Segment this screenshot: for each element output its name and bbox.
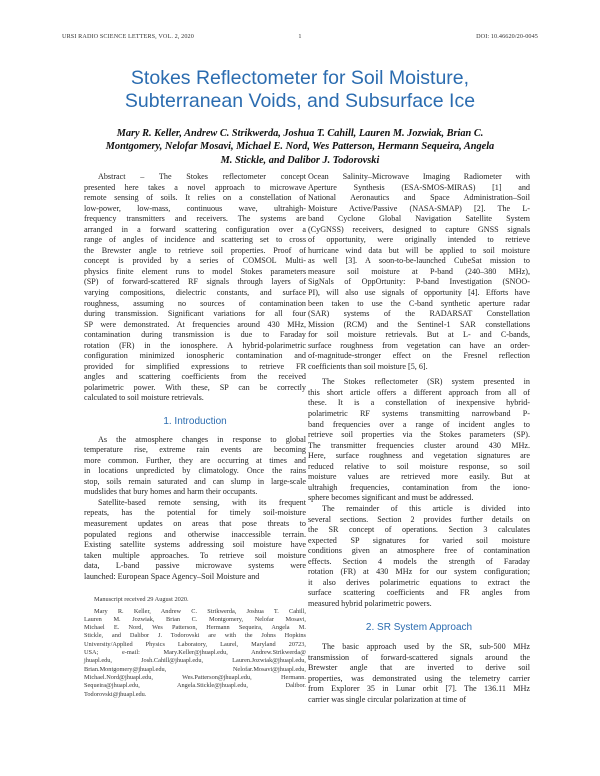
abstract-line: rotation (FR) in the ionosphere. A hybrid-polarimetric — [84, 340, 306, 350]
received-date: Manuscript received 29 August 2020. — [94, 596, 189, 604]
text-line: measurement updates on areas that pose threats to — [84, 518, 306, 528]
doi: DOI: 10.46620/20-0045 — [476, 33, 538, 40]
footnote-line: USA; e-mail: Mary.Keller@jhuapl.edu, Andrew.Strikwerda@ — [84, 649, 306, 657]
abstract-line: frequency transmitters and receivers. The systems are — [84, 214, 306, 224]
text-line: retrieve soil properties via the Stokes parameters (SP). — [308, 430, 530, 440]
text-line: repeats, has the potential for timely soil-moisture — [84, 508, 306, 518]
text-line: Mission (RCM) and the Sentinel-1 SAR constellations — [308, 319, 530, 329]
text-line: Moisture Active/Passive (NASA-SMAP) [2]. The L- — [308, 203, 530, 213]
abstract-line: Abstract – The Stokes reflectometer concept — [98, 172, 306, 181]
text-line: hurricane wind data but will be applied to soil moisture — [308, 245, 530, 255]
text-line: of opportunity, were originally intended to retrieve — [308, 235, 530, 245]
text-line: The remainder of this article is divided into — [322, 503, 530, 513]
author-footnote — [84, 596, 306, 699]
abstract-line: concept is provided by a series of COMSOL Multi- — [84, 256, 306, 266]
text-line: band Cyclone Global Navigation Satellite System — [308, 214, 530, 224]
abstract-line: arranged in a forward scattering configuration over a — [84, 224, 306, 234]
text-line: it also derives polarimetric equations to extract the — [308, 577, 530, 587]
text-line: As the atmosphere changes in response to global — [98, 434, 306, 444]
footnote-line: University/Applied Physics Laboratory, Laurel, Maryland 20723, — [84, 640, 306, 648]
text-line: measured hybrid polarimetric powers. — [308, 598, 432, 608]
abstract — [84, 172, 306, 404]
title-line: Stokes Reflectometer for Soil Moisture, — [130, 67, 470, 89]
text-line: been taken to use the C-band synthetic aperture radar — [308, 298, 530, 308]
journal-info: URSI RADIO SCIENCE LETTERS, VOL. 2, 2020 — [62, 33, 194, 40]
left-column — [84, 172, 306, 699]
right-column — [308, 172, 530, 705]
footnote-line: Michael E. Nord, Wes Patterson, Hermann Sequeira, Angela M. — [84, 624, 306, 632]
author-line: Mary R. Keller, Andrew C. Strikwerda, Joshua T. Cahill, Lauren M. Jozwiak, Brian C. — [116, 128, 484, 139]
footnote-line: Lauren M. Jozwiak, Brian C. Montgomery, Nelofar Mosavi, — [84, 615, 306, 623]
text-line: surface roughness from vegetation can have an order- — [308, 340, 530, 350]
abstract-line: physics finite element runs to model Stokes parameters — [84, 266, 306, 276]
text-line: these. It is a constellation of inexpensive hybrid- — [308, 398, 530, 408]
paper-title — [40, 67, 560, 113]
text-line: band frequencies over a range of incident angles to — [308, 419, 530, 429]
footnote-line: Stickle, and Dalibor J. Todorovski are with the Johns Hopkins — [84, 632, 306, 640]
title-line: Subterranean Voids, and Subsurface Ice — [124, 90, 476, 112]
abstract-line: angles and scattering coefficients from the received — [84, 372, 306, 382]
text-line: Satellite-based remote sensing, with its frequent — [98, 497, 306, 507]
abstract-line: presented here takes a novel approach to microwave — [84, 182, 306, 192]
intro-paragraph — [84, 435, 306, 498]
footnote-line: Todorovski@jhuapl.edu. — [84, 690, 147, 698]
text-line: expected SP signatures for varied soil moisture — [308, 535, 530, 545]
text-line: Aperture Synthesis (ESA-SMOS-MIRAS) [1] and — [308, 182, 530, 192]
text-line: Ocean Salinity–Microwave Imaging Radiometer with — [308, 172, 530, 181]
footnote-line: Sequeira@jhuapl.edu, Angela.Stickle@jhuapl.edu, Dalibor. — [84, 682, 306, 690]
text-line: Brewster angle that are inverted to derive soil — [308, 663, 530, 673]
page-number: 1 — [298, 33, 302, 40]
text-line: of-magnitude-stronger effect on the Fresnel reflection — [308, 351, 530, 361]
section-heading: 2. SR System Approach — [365, 622, 473, 634]
text-line: from Explorer 35 in Lunar orbit [7]. The 136.11 MHz — [308, 684, 530, 694]
text-line: effects. Section 4 models the strength of Faraday — [308, 556, 530, 566]
text-line: transmission of forward-scattered signals around the — [308, 652, 530, 662]
abstract-line: polarimetric power. With these, SP can be correctly — [84, 382, 306, 392]
text-line: carrier was single circular polarization at time of — [308, 694, 467, 704]
text-line: taken multiple approaches. To retrieve soil moisture — [84, 550, 306, 560]
footnote-line: Michael.Nord@jhuapl.edu, Wes.Patterson@jhuapl.edu, Hermann. — [84, 673, 306, 681]
text-line: ultrahigh frequencies, contamination from the iono- — [308, 482, 530, 492]
text-line: The transmitter frequencies cluster around 430 MHz. — [308, 440, 530, 450]
text-line: reduced relative to soil moisture response, so soil — [308, 461, 530, 471]
intro-paragraph — [84, 498, 306, 582]
text-line: as well [3]. A soon-to-be-launched CubeSat mission to — [308, 256, 530, 266]
text-line: rotation (FR) at 430 MHz for our system configuration; — [308, 567, 530, 577]
footnote-line: Mary R. Keller, Andrew C. Strikwerda, Joshua T. Cahill, — [94, 607, 306, 615]
text-line: data, L-band passive microwave systems were — [84, 561, 306, 571]
abstract-line: configuration minimized ionospheric contamination and — [84, 351, 306, 361]
running-header — [62, 33, 538, 45]
text-line: Existing satellite systems addressing soil moisture have — [84, 540, 306, 550]
text-line: in locations unpredicted by climatology. Once the rains — [84, 466, 306, 476]
author-line: Montgomery, Nelofar Mosavi, Michael E. Nord, Wes Patterson, Hermann Sequeira, Angela — [105, 141, 495, 153]
abstract-line: varying compositions, dielectric constants, and surface — [84, 288, 306, 298]
abstract-line: (SP) of forward-scattered RF signals through layers of — [84, 277, 306, 287]
text-line: PI), will also use signals of opportunity [4]. Efforts have — [308, 288, 530, 298]
text-line: more common. Further, they are occurring at times and — [84, 455, 306, 465]
text-line: surface scattering coefficients and FR angles from — [308, 588, 530, 598]
abstract-line: SP were demonstrated. At frequencies around 430 MHz, — [84, 319, 306, 329]
text-line: National Aeronautics and Space Administration–Soil — [308, 193, 530, 203]
abstract-line: contamination during transmission is due to Faraday — [84, 330, 306, 340]
body-paragraph — [308, 504, 530, 609]
abstract-line: roughness, assuming no sources of contamination — [84, 298, 306, 308]
abstract-line: low-power, low-mass, continuous wave, ultrahigh- — [84, 203, 306, 213]
body-paragraph — [308, 642, 530, 705]
text-line: SigNals of OppOrtunity: P-band Investigation (SNOO- — [308, 277, 530, 287]
text-line: properties, was demonstrated using the telemetry carrier — [308, 673, 530, 683]
section-heading: 1. Introduction — [163, 416, 227, 428]
text-line: the SR concept of operations. Section 3 calculates — [308, 525, 530, 535]
text-line: (SAR) systems of the RADARSAT Constellation — [308, 309, 530, 319]
author-line: M. Stickle, and Dalibor J. Todorovski — [220, 154, 380, 166]
footnote-line: jhuapl.edu, Josh.Cahill@jhuapl.edu, Lauren.Jozwiak@jhuapl.edu, — [84, 657, 306, 665]
abstract-line: provided for simplified expressions to retrieve FR — [84, 361, 306, 371]
body-paragraph — [308, 172, 530, 372]
text-line: coefficients than soil moisture [5, 6]. — [308, 361, 428, 371]
text-line: mudslides that bury homes and harm their occupants. — [84, 487, 258, 497]
text-line: temperature rise, extreme rain events are becoming — [84, 445, 306, 455]
abstract-line: remote sensing of soils. It relies on a constellation of — [84, 193, 306, 203]
text-line: conditions given an atmosphere free of contamination — [308, 546, 530, 556]
text-line: for soil moisture retrievals. But at L- and C-bands, — [308, 330, 530, 340]
body-paragraph — [308, 377, 530, 504]
abstract-line: calculated to soil moisture retrievals. — [84, 393, 204, 403]
text-line: launched: European Space Agency–Soil Moisture and — [84, 571, 260, 581]
text-line: sphere becomes significant and must be addressed. — [308, 493, 474, 503]
text-line: this short article offers a different approach from all of — [308, 387, 530, 397]
text-line: populated regions and otherwise inaccessible terrain. — [84, 529, 306, 539]
abstract-line: during transmission. Significant variations for all four — [84, 309, 306, 319]
text-line: The Stokes reflectometer (SR) system presented in — [322, 377, 530, 387]
abstract-line: range of angles of incidence and scattering set to cross — [84, 235, 306, 245]
text-line: several sections. Section 2 provides further details on — [308, 514, 530, 524]
author-list — [72, 127, 528, 167]
text-line: Here, surface roughness and vegetation signatures are — [308, 451, 530, 461]
text-line: (CyGNSS) receivers, designed to capture GNSS signals — [308, 224, 530, 234]
footnote-line: Brian.Montgomery@jhuapl.edu, Nelofar.Mosavi@jhuapl.edu, — [84, 665, 306, 673]
text-line: polarimetric RF systems transmitting narrowband P- — [308, 409, 530, 419]
text-line: moisture values are retrieved more easily. But at — [308, 472, 530, 482]
abstract-line: the Brewster angle to retrieve soil properties. Proof of — [84, 245, 306, 255]
text-line: stop, soils remain saturated and can slump in large-scale — [84, 476, 306, 486]
text-line: The basic approach used by the SR, sub-500 MHz — [322, 641, 530, 651]
text-line: measure soil moisture at P-band (240–380 MHz), — [308, 266, 530, 276]
